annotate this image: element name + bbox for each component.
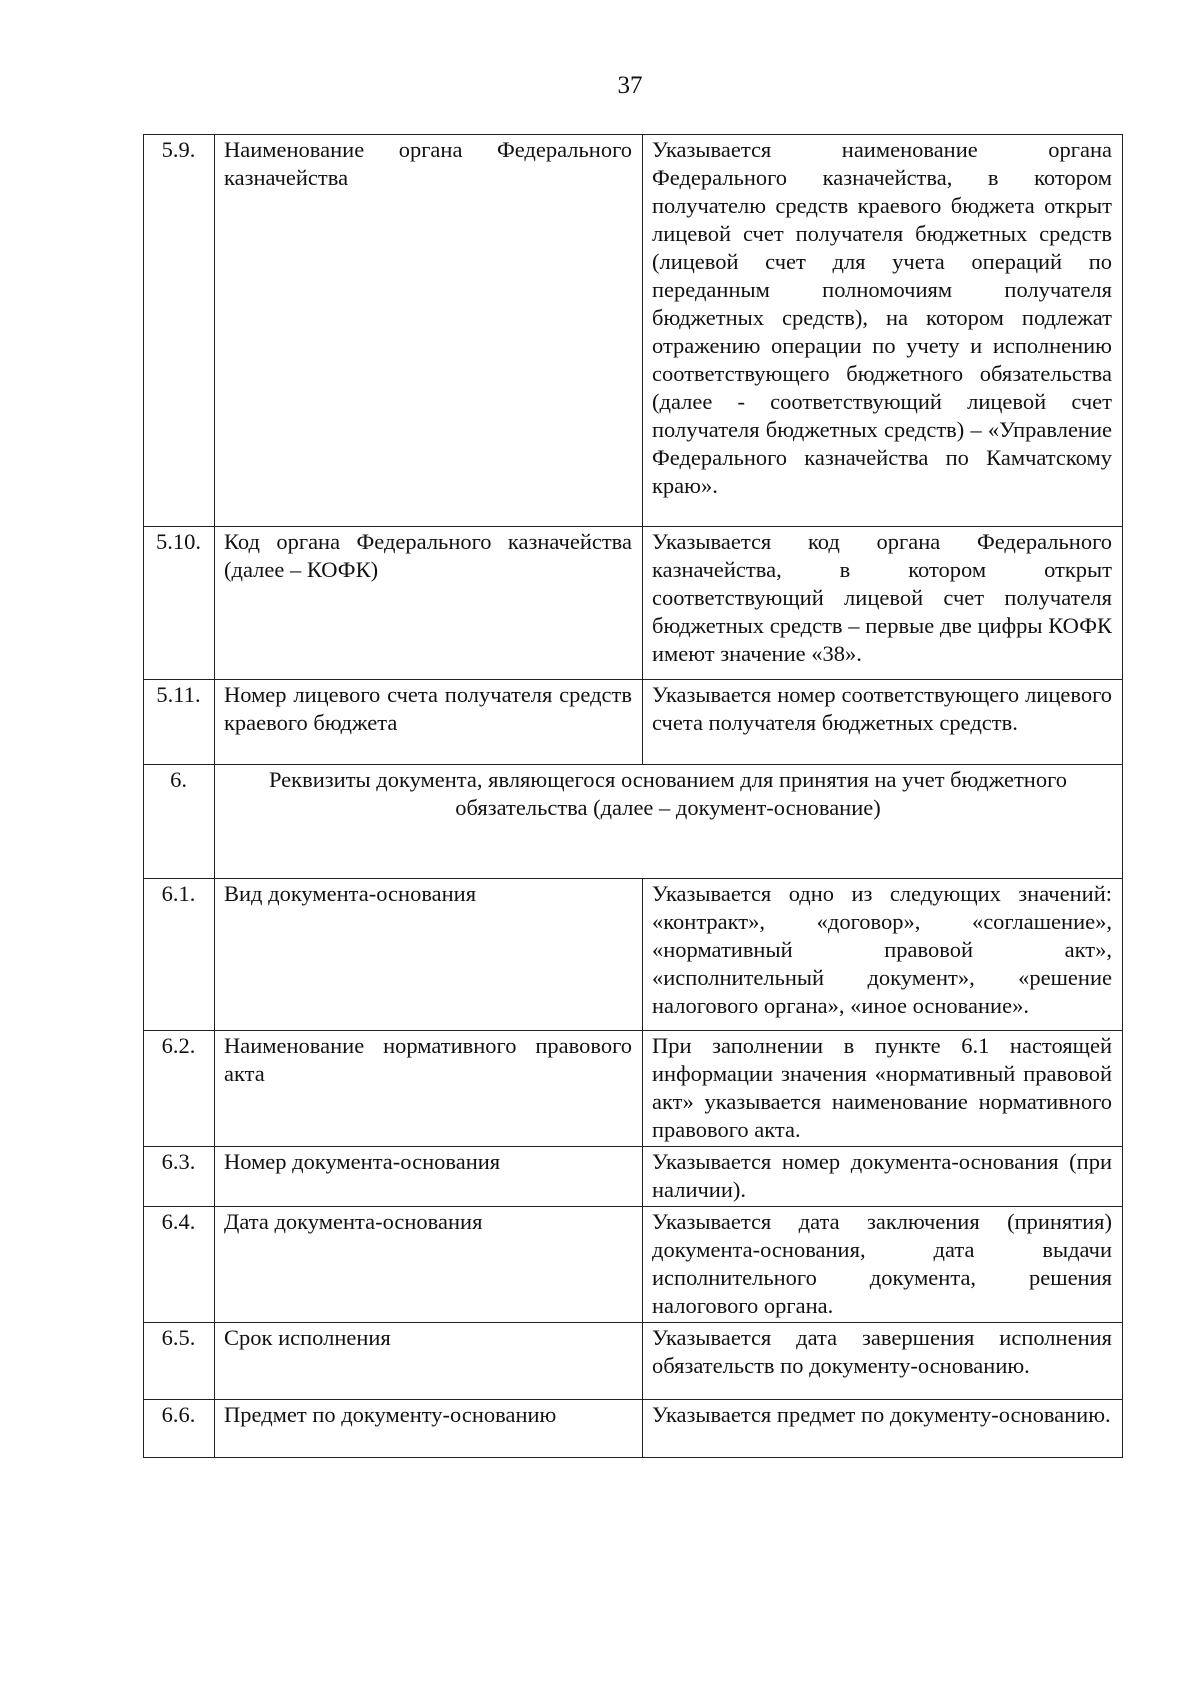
field-description: Указывается наименование органа Федерального казначейства, в котором получателю средств краевого бюджета открыт лицевой счет получателя бюджетных средств (лицевой счет для учета операций по переданным полномочиям получателя бюджетных средств), на котором подлежат отражению операции по учету и исполнению соответствующего бюджетного обязательства (далее - соответствующий лицевой счет получателя бюджетных средств) – «Управление Федерального казначейства по Камчатскому краю».	[643, 135, 1123, 527]
table-row	[144, 1323, 1123, 1400]
row-number: 6.3.	[144, 1147, 215, 1207]
row-number: 6.1.	[144, 879, 215, 1031]
field-description: Указывается дата заключения (принятия) документа-основания, дата выдачи исполнительного документа, решения налогового органа.	[643, 1207, 1123, 1323]
row-number: 5.10.	[144, 527, 215, 680]
section-row	[144, 765, 1123, 879]
field-name: Номер лицевого счета получателя средств краевого бюджета	[215, 680, 643, 765]
requisites-table	[143, 134, 1123, 1458]
row-number: 6.2.	[144, 1031, 215, 1147]
field-name: Номер документа-основания	[215, 1147, 643, 1207]
section-heading: Реквизиты документа, являющегося основанием для принятия на учет бюджетного обязательства (далее – документ-основание)	[215, 765, 1123, 879]
table-row	[144, 1031, 1123, 1147]
field-name: Дата документа-основания	[215, 1207, 643, 1323]
field-description: Указывается дата завершения исполнения обязательств по документу-основанию.	[643, 1323, 1123, 1400]
table-row	[144, 879, 1123, 1031]
table-row	[144, 527, 1123, 680]
table-row	[144, 680, 1123, 765]
table-row	[144, 1147, 1123, 1207]
field-name: Наименование нормативного правового акта	[215, 1031, 643, 1147]
row-number: 6.6.	[144, 1400, 215, 1458]
field-description: Указывается код органа Федерального казначейства, в котором открыт соответствующий лицевой счет получателя бюджетных средств – первые две цифры КОФК имеют значение «38».	[643, 527, 1123, 680]
row-number: 6.	[144, 765, 215, 879]
table-row	[144, 135, 1123, 527]
field-name: Код органа Федерального казначейства (далее – КОФК)	[215, 527, 643, 680]
field-name: Вид документа-основания	[215, 879, 643, 1031]
field-description: Указывается одно из следующих значений: «контракт», «договор», «соглашение», «нормативный правовой акт», «исполнительный документ», «решение налогового органа», «иное основание».	[643, 879, 1123, 1031]
row-number: 6.4.	[144, 1207, 215, 1323]
field-description: Указывается номер документа-основания (при наличии).	[643, 1147, 1123, 1207]
row-number: 5.9.	[144, 135, 215, 527]
field-description: При заполнении в пункте 6.1 настоящей информации значения «нормативный правовой акт» указывается наименование нормативного правового акта.	[643, 1031, 1123, 1147]
field-description: Указывается предмет по документу-основанию.	[643, 1400, 1123, 1458]
row-number: 6.5.	[144, 1323, 215, 1400]
field-name: Предмет по документу-основанию	[215, 1400, 643, 1458]
page-number: 37	[617, 72, 643, 99]
field-name: Срок исполнения	[215, 1323, 643, 1400]
table-row	[144, 1400, 1123, 1458]
row-number: 5.11.	[144, 680, 215, 765]
table-row	[144, 1207, 1123, 1323]
field-description: Указывается номер соответствующего лицевого счета получателя бюджетных средств.	[643, 680, 1123, 765]
field-name: Наименование органа Федерального казначейства	[215, 135, 643, 527]
